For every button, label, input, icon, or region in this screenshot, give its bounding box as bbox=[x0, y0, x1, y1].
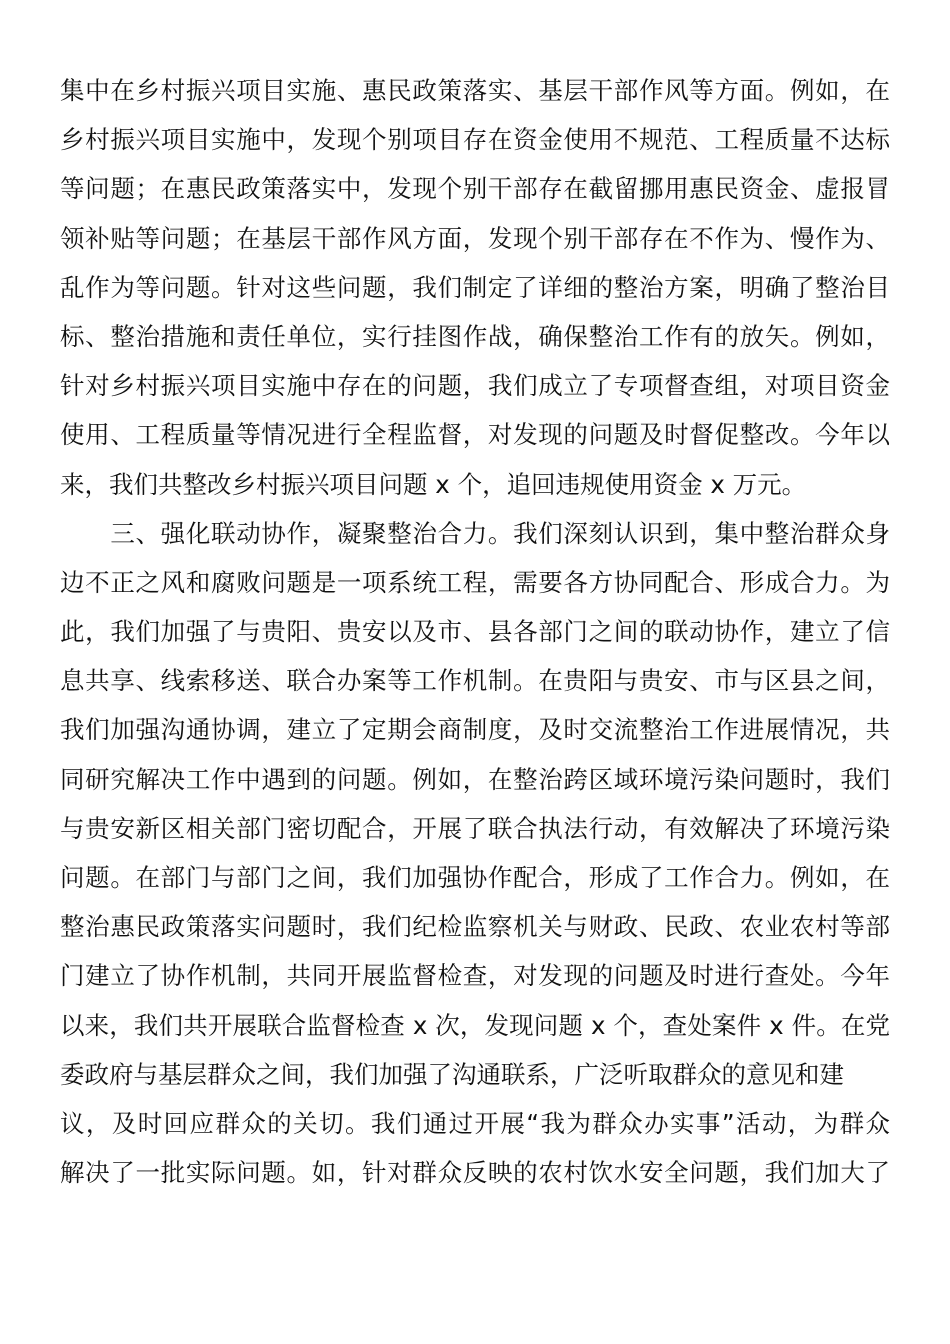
text-line: 解决了一批实际问题。如，针对群众反映的农村饮水安全问题，我们加大了 bbox=[60, 1158, 890, 1188]
text-line: 针对乡村振兴项目实施中存在的问题，我们成立了专项督查组，对项目资金 bbox=[60, 371, 890, 401]
paragraph-2 bbox=[60, 509, 890, 1198]
text-line: 同研究解决工作中遇到的问题。例如，在整治跨区域环境污染问题时，我们 bbox=[60, 764, 890, 794]
text-line: 三、强化联动协作，凝聚整治合力。我们深刻认识到，集中整治群众身 bbox=[60, 518, 890, 548]
text-line: 集中在乡村振兴项目实施、惠民政策落实、基层干部作风等方面。例如，在 bbox=[60, 76, 890, 105]
document-body bbox=[60, 66, 890, 1197]
text-line: 息共享、线索移送、联合办案等工作机制。在贵阳与贵安、市与区县之间， bbox=[60, 666, 890, 696]
text-line: 议，及时回应群众的关切。我们通过开展“我为群众办实事”活动，为群众 bbox=[60, 1108, 890, 1138]
text-line: 来，我们共整改乡村振兴项目问题 x 个，追回违规使用资金 x 万元。 bbox=[60, 469, 807, 499]
text-line: 领补贴等问题；在基层干部作风方面，发现个别干部存在不作为、慢作为、 bbox=[60, 223, 890, 253]
text-line: 乡村振兴项目实施中，发现个别项目存在资金使用不规范、工程质量不达标 bbox=[60, 125, 890, 155]
text-line: 等问题；在惠民政策落实中，发现个别干部存在截留挪用惠民资金、虚报冒 bbox=[60, 174, 890, 204]
text-line: 门建立了协作机制，共同开展监督检查，对发现的问题及时进行查处。今年 bbox=[60, 961, 890, 991]
text-line: 此，我们加强了与贵阳、贵安以及市、县各部门之间的联动协作，建立了信 bbox=[60, 617, 890, 647]
text-line: 整治惠民政策落实问题时，我们纪检监察机关与财政、民政、农业农村等部 bbox=[60, 912, 890, 942]
text-line: 委政府与基层群众之间，我们加强了沟通联系，广泛听取群众的意见和建 bbox=[60, 1059, 844, 1089]
text-line: 标、整治措施和责任单位，实行挂图作战，确保整治工作有的放矢。例如， bbox=[60, 321, 890, 351]
text-line: 问题。在部门与部门之间，我们加强协作配合，形成了工作合力。例如，在 bbox=[60, 863, 890, 892]
text-line: 乱作为等问题。针对这些问题，我们制定了详细的整治方案，明确了整治目 bbox=[60, 272, 890, 302]
text-line: 边不正之风和腐败问题是一项系统工程，需要各方协同配合、形成合力。为 bbox=[60, 567, 890, 597]
text-line: 以来，我们共开展联合监督检查 x 次，发现问题 x 个，查处案件 x 件。在党 bbox=[60, 1010, 890, 1040]
paragraph-1 bbox=[60, 66, 890, 509]
text-line: 我们加强沟通协调，建立了定期会商制度，及时交流整治工作进展情况，共 bbox=[60, 715, 890, 745]
text-line: 使用、工程质量等情况进行全程监督，对发现的问题及时督促整改。今年以 bbox=[60, 420, 890, 450]
text-line: 与贵安新区相关部门密切配合，开展了联合执法行动，有效解决了环境污染 bbox=[60, 813, 890, 843]
